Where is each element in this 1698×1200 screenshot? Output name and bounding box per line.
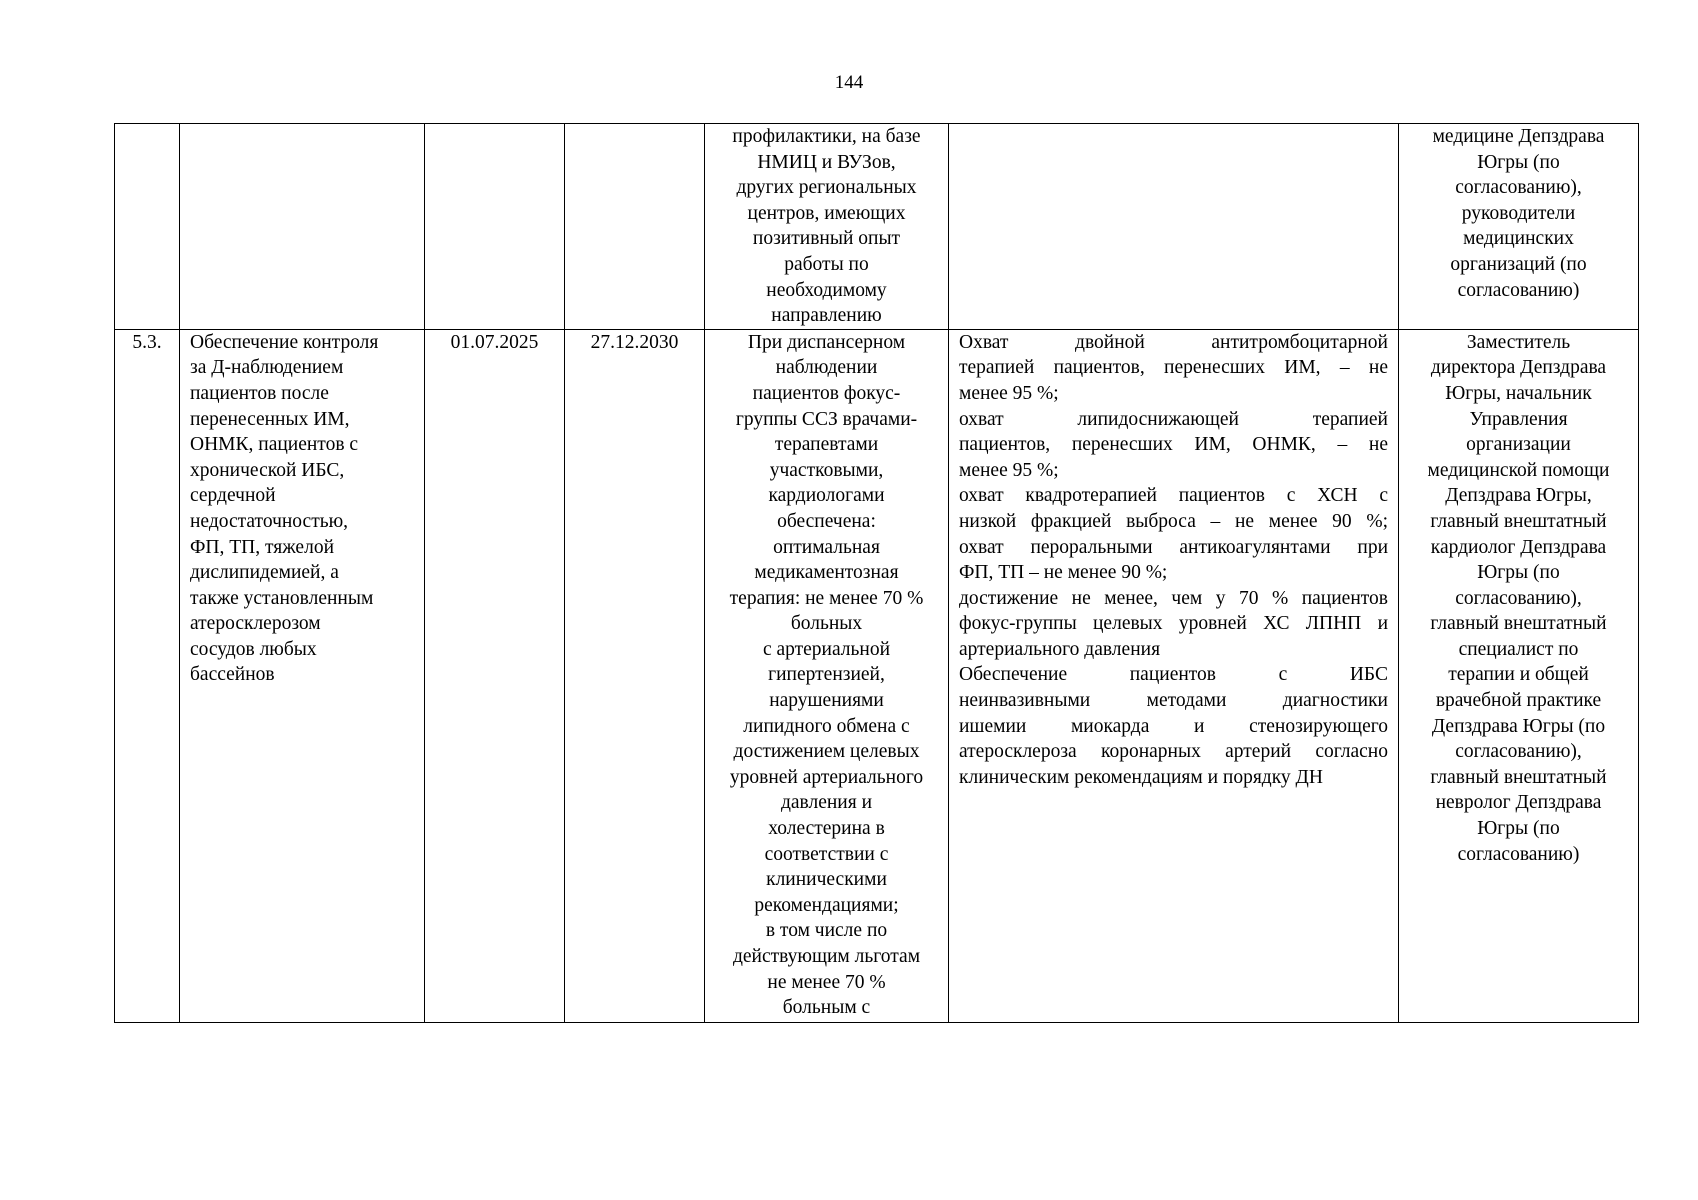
responsible-line: согласованию): [1457, 279, 1580, 301]
responsible-line: медицине Депздрава: [1432, 126, 1605, 147]
responsible-line: Югры (по: [1477, 151, 1560, 173]
responsible-line: директора Депздрава: [1430, 357, 1607, 379]
result-line: рекомендациями;: [754, 894, 899, 916]
indicators-line: менее 95 %;: [959, 382, 1059, 404]
responsible-line: организаций (по: [1450, 253, 1587, 275]
responsible-line: согласованию): [1457, 843, 1580, 865]
responsible-line: медицинской помощи: [1427, 459, 1610, 481]
item-number-cell: 5.3.: [115, 329, 180, 1022]
result-line: давления и: [780, 792, 873, 814]
responsible-line: специалист по: [1458, 638, 1579, 660]
responsible-line: согласованию),: [1455, 177, 1582, 199]
activity-name-cell: [180, 124, 425, 330]
responsible-line: согласованию),: [1455, 587, 1582, 609]
start-date-cell: [425, 124, 565, 330]
result-line: направлению: [771, 305, 882, 327]
end-date-cell: [565, 124, 705, 330]
result-line: При диспансерном: [747, 331, 906, 353]
indicators-line: ишемии миокарда и стенозирующего: [959, 715, 1388, 737]
indicators-line: менее 95 %;: [959, 459, 1059, 481]
expected-result-cell: [705, 329, 949, 1022]
name-line: ФП, ТП, тяжелой: [190, 536, 335, 558]
result-line: терапия: не менее 70 %: [729, 587, 924, 609]
responsible-line: Югры (по: [1477, 562, 1560, 584]
indicators-line: Охват двойной антитромбоцитарной: [959, 331, 1388, 353]
result-line: соответствии с: [764, 843, 889, 865]
result-line: больным с: [782, 997, 871, 1019]
name-line: хронической ИБС,: [190, 459, 345, 481]
result-line: достижением целевых: [733, 741, 920, 763]
responsible-line: врачебной практике: [1435, 690, 1602, 712]
name-line: также установленным: [190, 587, 374, 609]
table-row: [115, 124, 1639, 330]
plan-table: [114, 123, 1639, 1023]
name-line: пациентов после: [190, 382, 329, 404]
result-line: липидного обмена с: [743, 715, 910, 737]
result-line: в том числе по: [765, 920, 888, 942]
indicators-line: охват пероральными антикоагулянтами при: [959, 536, 1388, 558]
item-number-cell: [115, 124, 180, 330]
responsible-cell: [1399, 124, 1639, 330]
result-line: холестерина в: [768, 818, 885, 840]
responsible-line: Заместитель: [1466, 331, 1571, 353]
indicators-line: охват липидоснижающей терапией: [959, 408, 1388, 430]
result-line: необходимому: [766, 279, 887, 301]
name-line: ОНМК, пациентов с: [190, 434, 359, 456]
result-line: обеспечена:: [777, 510, 876, 532]
indicators-line: фокус-группы целевых уровней ХС ЛПНП и: [959, 613, 1388, 635]
indicators-line: клиническим рекомендациям и порядку ДН: [959, 766, 1323, 788]
result-line: пациентов фокус-: [752, 382, 901, 404]
result-line: нарушениями: [769, 690, 884, 712]
responsible-line: Депздрава Югры,: [1445, 485, 1592, 507]
responsible-line: главный внештатный: [1430, 510, 1607, 532]
responsible-line: Управления: [1469, 408, 1568, 430]
result-line: профилактики, на базе: [732, 126, 921, 147]
name-line: за Д-наблюдением: [190, 357, 344, 379]
responsible-cell: [1399, 329, 1639, 1022]
table-row: [115, 329, 1639, 1022]
responsible-line: медицинских: [1463, 228, 1574, 250]
result-line: клиническими: [766, 869, 887, 891]
start-date-cell: 01.07.2025: [425, 329, 565, 1022]
indicators-line: охват квадротерапией пациентов с ХСН с: [959, 485, 1388, 507]
result-line: кардиологами: [768, 485, 885, 507]
page-number: 144: [834, 72, 864, 93]
indicators-line: пациентов, перенесших ИМ, ОНМК, – не: [959, 434, 1388, 456]
name-line: атеросклерозом: [190, 613, 321, 635]
indicators-cell: [949, 124, 1399, 330]
indicators-line: артериального давления: [959, 638, 1161, 660]
result-line: с артериальной: [762, 638, 891, 660]
name-line: дислипидемией, а: [190, 562, 339, 584]
name-line: перенесенных ИМ,: [190, 408, 350, 430]
result-line: уровней артериального: [729, 766, 924, 788]
indicators-line: низкой фракцией выброса – не менее 90 %;: [959, 510, 1388, 532]
result-line: больных: [790, 613, 863, 635]
responsible-line: главный внештатный: [1430, 766, 1607, 788]
name-line: сердечной: [190, 485, 276, 507]
responsible-line: согласованию),: [1455, 741, 1582, 763]
result-line: оптимальная: [773, 536, 880, 558]
responsible-line: невролог Депздрава: [1435, 792, 1602, 814]
result-line: работы по: [784, 253, 869, 275]
responsible-line: Югры (по: [1477, 818, 1560, 840]
result-line: других региональных: [736, 177, 917, 199]
end-date-cell: 27.12.2030: [565, 329, 705, 1022]
result-line: действующим льготам: [732, 946, 921, 967]
indicators-line: атеросклероза коронарных артерий согласно: [959, 741, 1388, 763]
result-line: гипертензией,: [768, 664, 885, 686]
result-line: позитивный опыт: [752, 228, 901, 250]
responsible-line: Депздрава Югры (по: [1431, 715, 1606, 737]
result-line: медикаментозная: [754, 562, 899, 584]
responsible-line: организации: [1466, 434, 1571, 456]
result-line: терапевтами: [774, 434, 879, 456]
responsible-line: кардиолог Депздрава: [1430, 536, 1607, 558]
responsible-line: терапии и общей: [1448, 664, 1589, 686]
result-line: центров, имеющих: [747, 202, 906, 224]
indicators-cell: [949, 329, 1399, 1022]
responsible-line: руководители: [1461, 202, 1576, 224]
indicators-line: терапией пациентов, перенесших ИМ, – не: [959, 357, 1388, 379]
indicators-line: неинвазивными методами диагностики: [959, 690, 1388, 712]
name-line: Обеспечение контроля: [190, 331, 379, 353]
name-line: недостаточностью,: [190, 510, 349, 532]
responsible-line: главный внештатный: [1430, 613, 1607, 635]
indicators-line: Обеспечение пациентов с ИБС: [959, 664, 1388, 686]
expected-result-cell: [705, 124, 949, 330]
responsible-line: Югры, начальник: [1445, 382, 1592, 404]
result-line: не менее 70 %: [767, 971, 886, 993]
indicators-line: достижение не менее, чем у 70 % пациентов: [959, 587, 1388, 609]
result-line: НМИЦ и ВУЗов,: [757, 151, 896, 173]
result-line: наблюдении: [775, 357, 878, 379]
result-line: участковыми,: [769, 459, 884, 481]
name-line: бассейнов: [190, 664, 275, 686]
result-line: группы ССЗ врачами-: [735, 408, 918, 430]
name-line: сосудов любых: [190, 638, 317, 660]
activity-name-cell: [180, 329, 425, 1022]
indicators-line: ФП, ТП – не менее 90 %;: [959, 562, 1168, 584]
